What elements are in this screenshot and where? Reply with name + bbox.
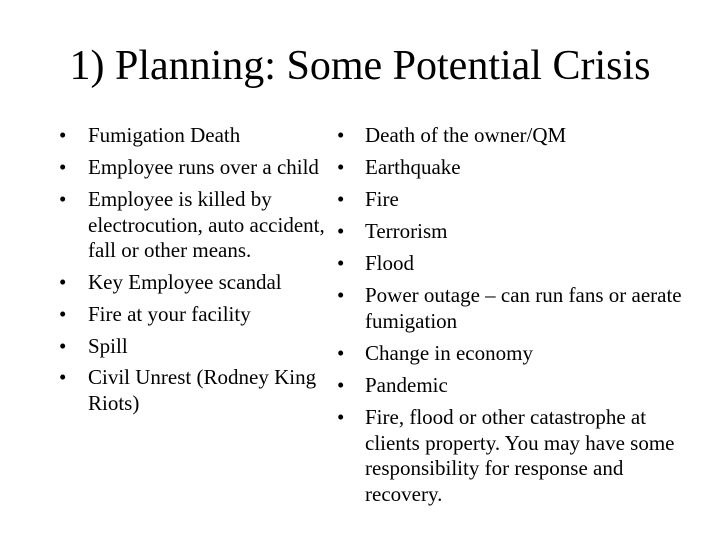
list-item-text: Terrorism [365,219,448,244]
bullet-icon: • [337,341,345,366]
bullet-icon: • [59,270,67,295]
list-item-text: Fire, flood or other catastrophe at clients property. You may have some responsibility for response and recovery. [365,405,675,506]
list-item [337,219,697,245]
slide-title: 1) Planning: Some Potential Crisis [69,43,651,89]
list-item [59,155,329,181]
list-item [59,270,329,296]
list-item-text: Pandemic [365,373,448,398]
left-bullet-list [59,123,329,423]
list-item-text: Employee runs over a child [88,155,319,180]
bullet-icon: • [59,187,67,212]
bullet-icon: • [59,334,67,359]
list-item [59,187,329,264]
bullet-icon: • [337,373,345,398]
list-item-text: Power outage – can run fans or aerate fumigation [365,283,682,333]
list-item-text: Employee is killed by electrocution, auto accident, fall or other means. [88,187,325,263]
right-bullet-list [337,123,697,514]
list-item-text: Fire at your facility [88,302,251,327]
bullet-icon: • [59,302,67,327]
bullet-icon: • [337,283,345,308]
bullet-icon: • [337,251,345,276]
list-item [337,341,697,367]
list-item-text: Change in economy [365,341,533,366]
list-item-text: Key Employee scandal [88,270,282,295]
list-item [59,123,329,149]
bullet-icon: • [59,123,67,147]
list-item [337,155,697,181]
bullet-icon: • [337,219,345,244]
bullet-icon: • [337,187,345,212]
list-item [337,283,697,334]
bullet-icon: • [59,365,67,390]
list-item [337,187,697,213]
list-item-text: Fumigation Death [88,123,241,147]
bullet-icon: • [337,405,345,430]
list-item-text: Fire [365,187,399,212]
list-item [59,334,329,360]
list-item-text: Civil Unrest (Rodney King Riots) [88,365,317,415]
list-item [337,123,697,149]
bullet-icon: • [59,155,67,180]
bullet-icon: • [337,123,345,147]
bullet-icon: • [337,155,345,180]
list-item-text: Flood [365,251,415,276]
list-item [59,365,329,416]
list-item [337,405,697,507]
list-item [337,251,697,277]
list-item [337,373,697,399]
list-item-text: Spill [88,334,128,359]
list-item [59,302,329,328]
list-item-text: Earthquake [365,155,461,180]
list-item-text: Death of the owner/QM [365,123,567,147]
